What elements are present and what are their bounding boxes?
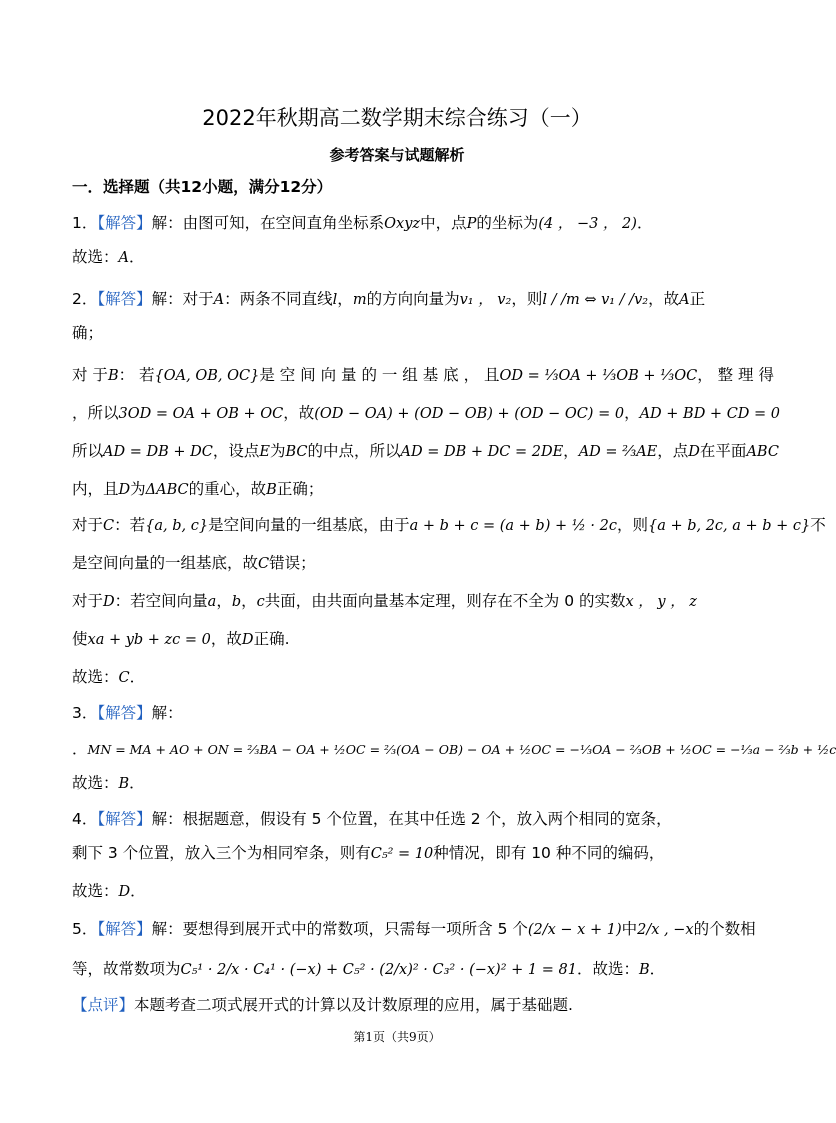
answer-tag: 【解答】 bbox=[97, 290, 152, 308]
math-expression: A bbox=[679, 292, 690, 308]
text-line bbox=[72, 402, 780, 425]
math-expression: AD = DB + DC = 2DE bbox=[400, 444, 564, 460]
text-run: 剩下 3 个位置，放入三个为相同窄条，则有 bbox=[72, 844, 371, 862]
text-run: ：若空间向量 bbox=[114, 592, 208, 610]
math-expression: D bbox=[688, 444, 700, 460]
text-run: 的重心，故 bbox=[188, 480, 267, 498]
question-number: 3． bbox=[72, 704, 98, 722]
text-run: 的中点，所以 bbox=[307, 442, 401, 460]
text-run: 是 空 间 向 量 的 一 组 基 底 ， 且 bbox=[259, 366, 500, 384]
text-line bbox=[72, 738, 836, 761]
math-expression: (OD − OA) + (OD − OB) + (OD − OC) = 0 bbox=[314, 406, 625, 422]
math-expression: C bbox=[103, 518, 115, 534]
text-run: 为 bbox=[269, 442, 286, 460]
text-run: ， bbox=[216, 592, 232, 610]
text-run: 使 bbox=[72, 630, 88, 648]
text-run: 是空间向量的一组基底，由于 bbox=[208, 516, 410, 534]
text-line bbox=[72, 288, 705, 311]
math-expression: D bbox=[118, 884, 131, 900]
text-line bbox=[72, 552, 316, 575]
text-run: 种情况，即有 10 种不同的编码， bbox=[433, 844, 665, 862]
text-run: ． bbox=[129, 774, 145, 792]
question-number: 1． bbox=[72, 214, 98, 232]
text-line bbox=[72, 590, 697, 613]
text-run: 错误； bbox=[269, 554, 316, 572]
text-run: 的方向向量为 bbox=[366, 290, 460, 308]
text-run: 故选： bbox=[72, 248, 119, 266]
math-expression: {a + b, 2c, a + b + c} bbox=[647, 518, 811, 534]
text-run: 正确； bbox=[276, 480, 324, 498]
math-expression: D bbox=[118, 482, 131, 498]
text-run: 为 bbox=[130, 480, 146, 498]
text-run: 对于 bbox=[72, 592, 104, 610]
math-expression: A bbox=[213, 292, 225, 308]
text-line bbox=[72, 702, 183, 724]
page-title: 2022年秋期高二数学期末综合练习（一） bbox=[202, 106, 592, 130]
math-expression: v₁ ， v₂ bbox=[459, 292, 512, 308]
math-expression: 3OD = OA + OB + OC bbox=[118, 406, 284, 422]
math-expression: c bbox=[256, 594, 265, 610]
math-expression: ΔABC bbox=[145, 482, 189, 498]
text-run: ，点 bbox=[657, 442, 689, 460]
math-expression: AD + BD + CD = 0 bbox=[639, 406, 781, 422]
text-run: ． bbox=[636, 214, 653, 232]
math-expression: 2/x , −x bbox=[637, 922, 694, 938]
math-expression: a + b + c = (a + b) + ½ · 2c bbox=[409, 518, 617, 534]
text-run: ，设点 bbox=[212, 442, 260, 460]
math-expression: BC bbox=[285, 444, 308, 460]
text-run: ，所以 bbox=[72, 404, 119, 422]
text-line bbox=[72, 880, 146, 903]
text-line bbox=[72, 246, 145, 269]
text-run: 所以 bbox=[72, 442, 104, 460]
math-expression: C bbox=[258, 556, 270, 572]
text-line bbox=[72, 842, 664, 865]
math-expression: B bbox=[266, 482, 277, 498]
text-run: ．故选： bbox=[576, 960, 639, 978]
text-line bbox=[72, 322, 103, 344]
text-run: ， 整 理 得 bbox=[697, 366, 774, 384]
text-run: ： 若 bbox=[118, 366, 155, 384]
text-run: 解：要想得到展开式中的常数项，只需每一项所含 5 个 bbox=[151, 920, 528, 938]
text-run: ． bbox=[649, 960, 666, 978]
page-subtitle: 参考答案与试题解析 bbox=[329, 146, 465, 164]
answer-tag: 【解答】 bbox=[97, 704, 152, 722]
text-run: ：若 bbox=[114, 516, 146, 534]
text-run: ，故 bbox=[210, 630, 242, 648]
text-line bbox=[72, 364, 774, 387]
text-run: ，故 bbox=[283, 404, 315, 422]
math-expression: b bbox=[231, 594, 242, 610]
text-run: ， bbox=[241, 592, 257, 610]
math-expression: AD = DB + DC bbox=[103, 444, 213, 460]
math-expression: l bbox=[332, 292, 338, 308]
text-run: ． bbox=[129, 248, 145, 266]
math-expression: C₅² = 10 bbox=[370, 846, 434, 862]
text-line bbox=[72, 440, 779, 463]
math-expression: l / /m ⇔ v₁ / /v₂ bbox=[542, 292, 649, 308]
math-expression: E bbox=[259, 444, 270, 460]
page-footer: 第1页（共9页） bbox=[353, 1030, 441, 1044]
math-expression: B bbox=[107, 368, 119, 384]
section-heading: 一．选择题（共12小题，满分12分） bbox=[72, 178, 333, 196]
text-run: 对于 bbox=[72, 516, 104, 534]
question-number: 2． bbox=[72, 290, 98, 308]
answer-tag: 【解答】 bbox=[97, 810, 152, 828]
text-run: 本题考查二项式展开式的计算以及计数原理的应用，属于基础题. bbox=[134, 996, 573, 1014]
text-line bbox=[72, 628, 290, 651]
text-run: 故选： bbox=[72, 668, 119, 686]
math-expression: P bbox=[466, 216, 477, 232]
answer-tag: 【解答】 bbox=[97, 214, 152, 232]
text-line bbox=[72, 958, 665, 981]
text-run: 等，故常数项为 bbox=[72, 960, 181, 978]
math-expression: ABC bbox=[746, 444, 779, 460]
math-expression: C bbox=[118, 670, 130, 686]
math-expression: {a, b, c} bbox=[145, 518, 209, 534]
math-expression: a bbox=[207, 594, 217, 610]
text-run: 中 bbox=[621, 920, 638, 938]
math-expression: Oxyz bbox=[384, 216, 421, 232]
math-expression: A bbox=[118, 250, 129, 266]
text-run: ，则 bbox=[511, 290, 543, 308]
math-expression: (2/x − x + 1) bbox=[527, 922, 622, 938]
math-expression: m bbox=[352, 292, 367, 308]
math-expression: {OA, OB, OC} bbox=[154, 368, 260, 384]
text-run: 内，且 bbox=[72, 480, 119, 498]
math-expression: MN = MA + AO + ON = ⅔BA − OA + ½OC = ⅔(OA − OB) − OA + ½OC = −⅓OA − ⅔OB + ½OC = −⅓a − ⅔b + ½c bbox=[87, 742, 836, 757]
math-expression: (4 ， −3 ， 2) bbox=[538, 216, 637, 232]
text-run: 的个数相 bbox=[693, 920, 756, 938]
text-line bbox=[72, 808, 672, 830]
question-number: 4． bbox=[72, 810, 98, 828]
math-expression: B bbox=[638, 962, 650, 978]
answer-tag: 【点评】 bbox=[72, 996, 135, 1014]
text-run: 解：对于 bbox=[151, 290, 214, 308]
math-expression: OD = ⅓OA + ⅓OB + ⅓OC bbox=[499, 368, 698, 384]
text-run: 故选： bbox=[72, 774, 119, 792]
text-line bbox=[72, 212, 652, 235]
text-run: ． bbox=[72, 740, 88, 758]
text-run: 对 于 bbox=[72, 366, 108, 384]
text-line bbox=[72, 994, 573, 1016]
math-expression: D bbox=[103, 594, 115, 610]
text-line bbox=[72, 772, 145, 795]
text-run: ， bbox=[563, 442, 579, 460]
text-run: 解：根据题意，假设有 5 个位置，在其中任选 2 个，放入两个相同的宽条， bbox=[151, 810, 672, 828]
text-run: 在平面 bbox=[699, 442, 747, 460]
text-run: ． bbox=[129, 668, 146, 686]
question-number: 5． bbox=[72, 920, 98, 938]
text-run: 不 bbox=[810, 516, 826, 534]
text-run: ：两条不同直线 bbox=[224, 290, 333, 308]
text-run: ，则 bbox=[616, 516, 648, 534]
text-run: ， bbox=[624, 404, 640, 422]
math-expression: AD = ⅔AE bbox=[578, 444, 658, 460]
answer-tag: 【解答】 bbox=[97, 920, 152, 938]
text-run: 是空间向量的一组基底，故 bbox=[72, 554, 259, 572]
math-expression: D bbox=[241, 632, 254, 648]
math-expression: xa + yb + zc = 0 bbox=[87, 632, 211, 648]
text-line bbox=[72, 666, 145, 689]
text-run: 解： bbox=[151, 704, 183, 722]
math-expression: B bbox=[118, 776, 130, 792]
text-run: 故选： bbox=[72, 882, 119, 900]
text-run: 解：由图可知，在空间直角坐标系 bbox=[151, 214, 385, 232]
text-run: 的坐标为 bbox=[476, 214, 539, 232]
text-line bbox=[72, 514, 826, 537]
math-expression: x ， y ， z bbox=[625, 594, 697, 610]
text-line bbox=[72, 918, 756, 941]
text-run: 正 bbox=[689, 290, 706, 308]
text-line bbox=[72, 478, 323, 501]
text-run: 共面，由共面向量基本定理，则存在不全为 0 的实数 bbox=[264, 592, 626, 610]
text-run: ． bbox=[130, 882, 146, 900]
text-run: ， bbox=[337, 290, 353, 308]
text-run: ，故 bbox=[648, 290, 680, 308]
math-expression: C₅¹ · 2/x · C₄¹ · (−x) + C₅² · (2/x)² · C₃² · (−x)² + 1 = 81 bbox=[180, 962, 577, 978]
text-run: 正确. bbox=[253, 630, 290, 648]
text-run: 中，点 bbox=[420, 214, 467, 232]
text-run: 确； bbox=[72, 324, 104, 342]
